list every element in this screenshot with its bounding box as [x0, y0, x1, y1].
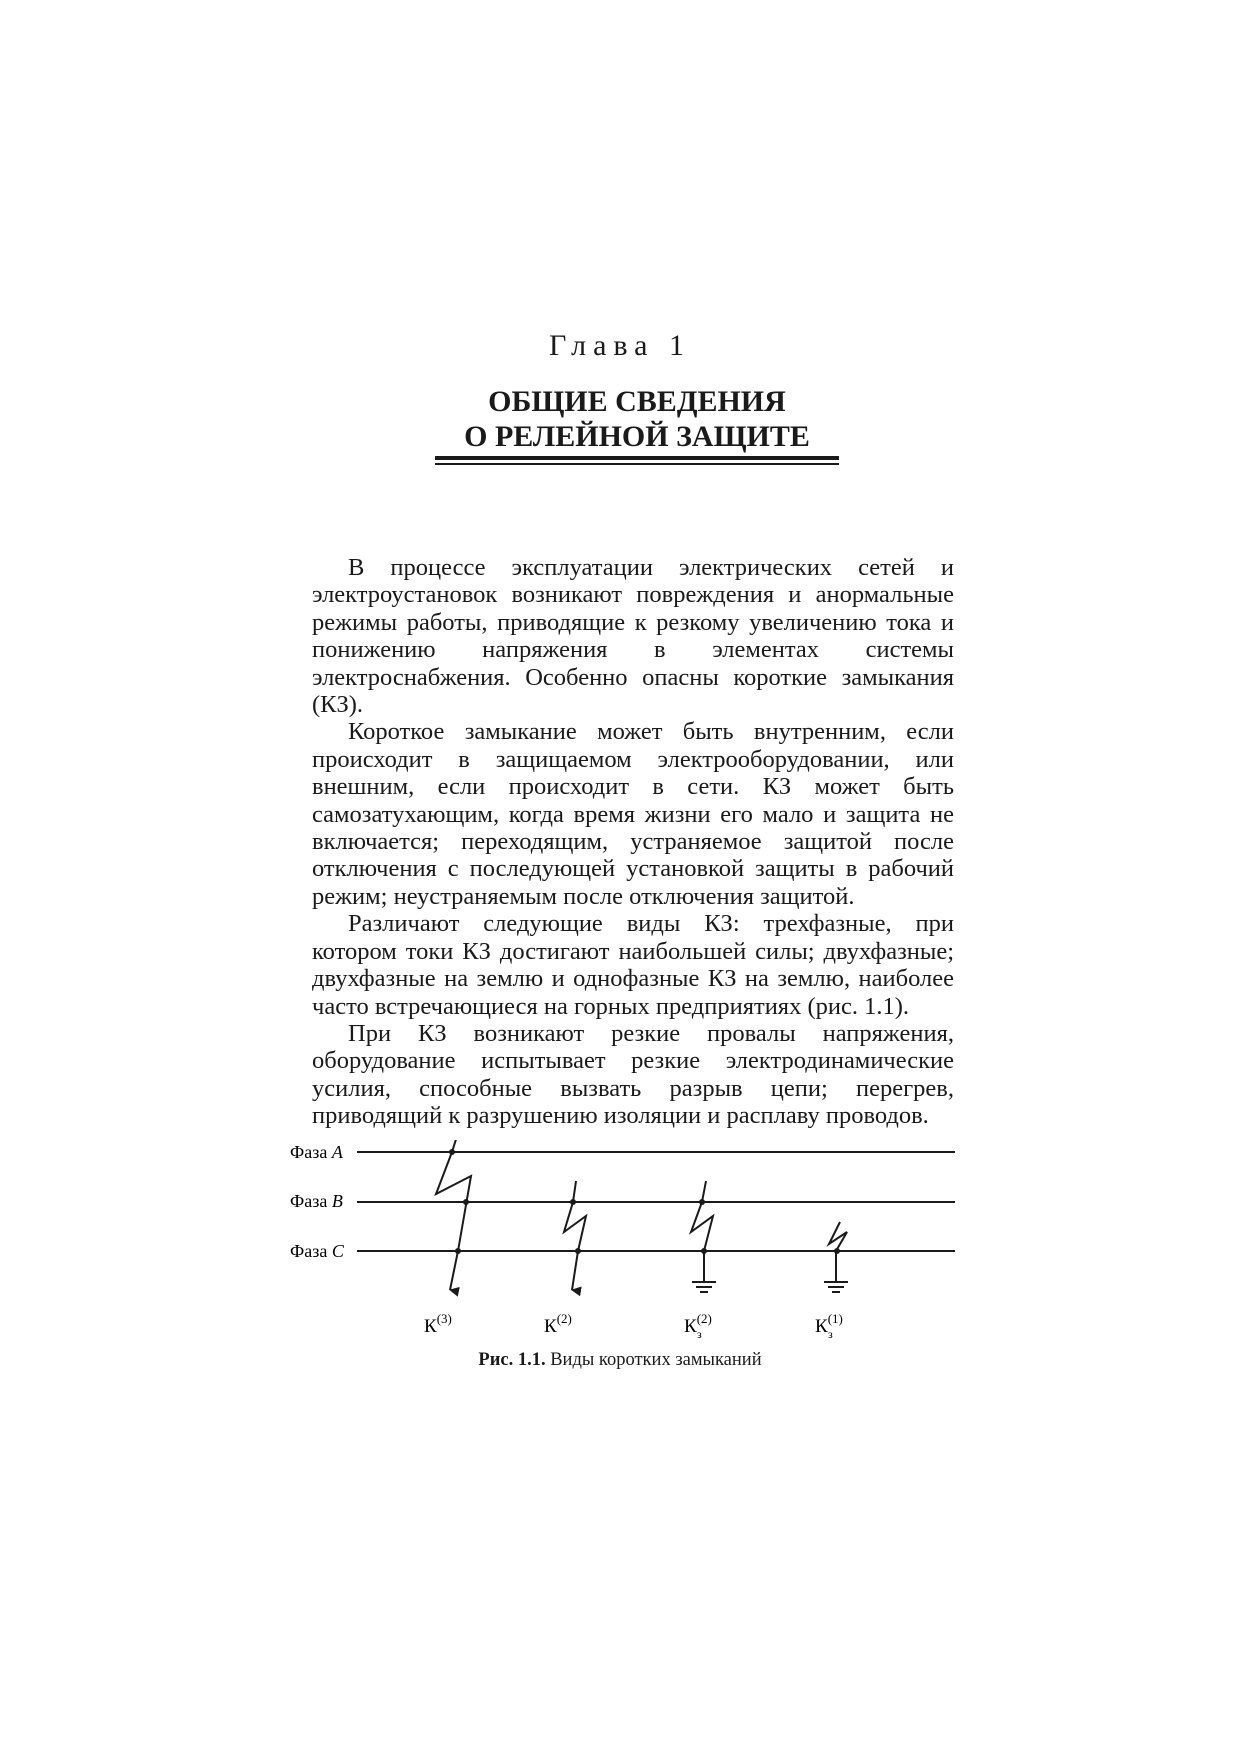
- phase-c-label: Фаза C: [290, 1241, 344, 1261]
- figure-caption: [0, 1350, 1240, 1371]
- title-underline-thin: [435, 463, 839, 465]
- chapter-title-line-1: ОБЩИЕ СВЕДЕНИЯ: [488, 385, 786, 418]
- fault-label-k3: $К^{(3)}$: [424, 1311, 452, 1337]
- title-underline-thick: [435, 456, 839, 460]
- figure-caption-text: Виды коротких замыканий: [545, 1350, 762, 1370]
- fault-two-phase: [564, 1181, 586, 1290]
- body-text: [312, 554, 954, 1130]
- paragraph: В процессе эксплуатации электрических сетей и электроустановок возникают повреждения и анормальные режимы работы, приводящие к резкому увеличению тока и понижению напряжения в элементах системы электроснабжения. Особенно опасны короткие замыкания (КЗ).: [312, 554, 954, 719]
- fault-three-phase: [436, 1140, 471, 1290]
- chapter-label: Глава 1: [549, 329, 691, 362]
- fault-label-k1-earth-sub: з: [828, 1327, 833, 1341]
- fault-label-k2-earth-sub: з: [697, 1327, 702, 1341]
- paragraph: Различают следующие виды КЗ: трехфазные, при котором токи КЗ достигают наибольшей силы; двухфазные; двухфазные на землю и однофазные КЗ на землю, наиболее часто встречающиеся на горных предприятиях (рис. 1.1).: [312, 910, 954, 1020]
- fault-two-phase-earth: [691, 1181, 716, 1292]
- phase-a-label: Фаза A: [290, 1142, 343, 1162]
- paragraph: Короткое замыкание может быть внутренним, если происходит в защищаемом электрооборудовании, или внешним, если происходит в сети. КЗ может быть самозатухающим, когда время жизни его мало и защита не включается; переходящим, устраняемое защитой после отключения с последующей установкой защиты в рабочий режим; неустраняемым после отключения защитой.: [312, 718, 954, 910]
- figure-caption-label: Рис. 1.1.: [478, 1350, 546, 1370]
- fault-label-k1-earth: $К^{(1)}$: [815, 1311, 843, 1337]
- fault-single-phase-earth: [824, 1222, 848, 1292]
- chapter-title-line-2: О РЕЛЕЙНОЙ ЗАЩИТЕ: [464, 420, 810, 453]
- fault-label-k2: $К^{(2)}$: [544, 1311, 572, 1337]
- chapter-title: [435, 384, 839, 454]
- phase-b-label: Фаза B: [290, 1191, 343, 1211]
- fault-label-k2-earth: $К^{(2)}$: [684, 1311, 712, 1337]
- paragraph: При КЗ возникают резкие провалы напряжения, оборудование испытывает резкие электродинамические усилия, способные вызвать разрыв цепи; перегрев, приводящий к разрушению изоляции и расплаву проводов.: [312, 1019, 954, 1130]
